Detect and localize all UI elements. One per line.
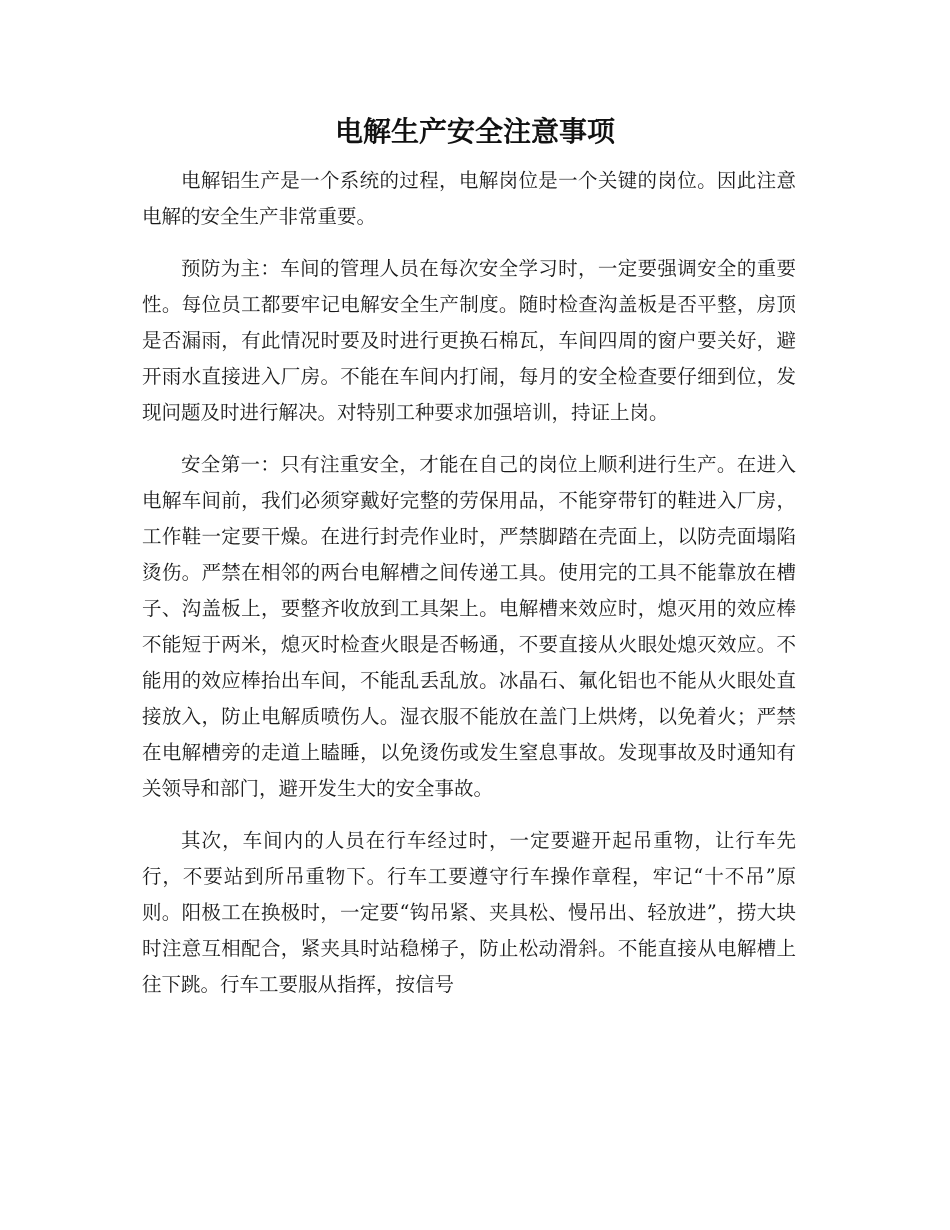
paragraph-intro: 电解铝生产是一个系统的过程，电解岗位是一个关键的岗位。因此注意电解的安全生产非常重要。 bbox=[142, 169, 796, 228]
document-body bbox=[142, 163, 796, 1003]
paragraph-prevention: 预防为主：车间的管理人员在每次安全学习时，一定要强调安全的重要性。每位员工都要牢记电解安全生产制度。随时检查沟盖板是否平整，房顶是否漏雨，有此情况时要及时进行更换石棉瓦，车间四周的窗户要关好，避开雨水直接进入厂房。不能在车间内打闹，每月的安全检查要仔细到位，发现问题及时进行解决。对特别工种要求加强培训，持证上岗。 bbox=[142, 257, 796, 424]
paragraph-crane-operations: 其次，车间内的人员在行车经过时，一定要避开起吊重物，让行车先行，不要站到所吊重物下。行车工要遵守行车操作章程，牢记“十不吊”原则。阳极工在换极时，一定要“钩吊紧、夹具松、慢吊出、轻放进”，捞大块时注意互相配合，紧夹具时站稳梯子，防止松动滑斜。不能直接从电解槽上往下跳。行车工要服从指挥，按信号 bbox=[142, 829, 796, 996]
document-title: 电解生产安全注意事项 bbox=[334, 115, 615, 148]
paragraph-safety-first: 安全第一：只有注重安全，才能在自己的岗位上顺利进行生产。在进入电解车间前，我们必须穿戴好完整的劳保用品，不能穿带钉的鞋进入厂房，工作鞋一定要干燥。在进行封壳作业时，严禁脚踏在壳面上，以防壳面塌陷烫伤。严禁在相邻的两台电解槽之间传递工具。使用完的工具不能靠放在槽子、沟盖板上，要整齐收放到工具架上。电解槽来效应时，熄灭用的效应棒不能短于两米，熄灭时检查火眼是否畅通，不要直接从火眼处熄灭效应。不能用的效应棒抬出车间，不能乱丢乱放。冰晶石、氟化铝也不能从火眼处直接放入，防止电解质喷伤人。湿衣服不能放在盖门上烘烤，以免着火；严禁在电解槽旁的走道上瞌睡，以免烫伤或发生窒息事故。发现事故及时通知有关领导和部门，避开发生大的安全事故。 bbox=[142, 453, 796, 800]
